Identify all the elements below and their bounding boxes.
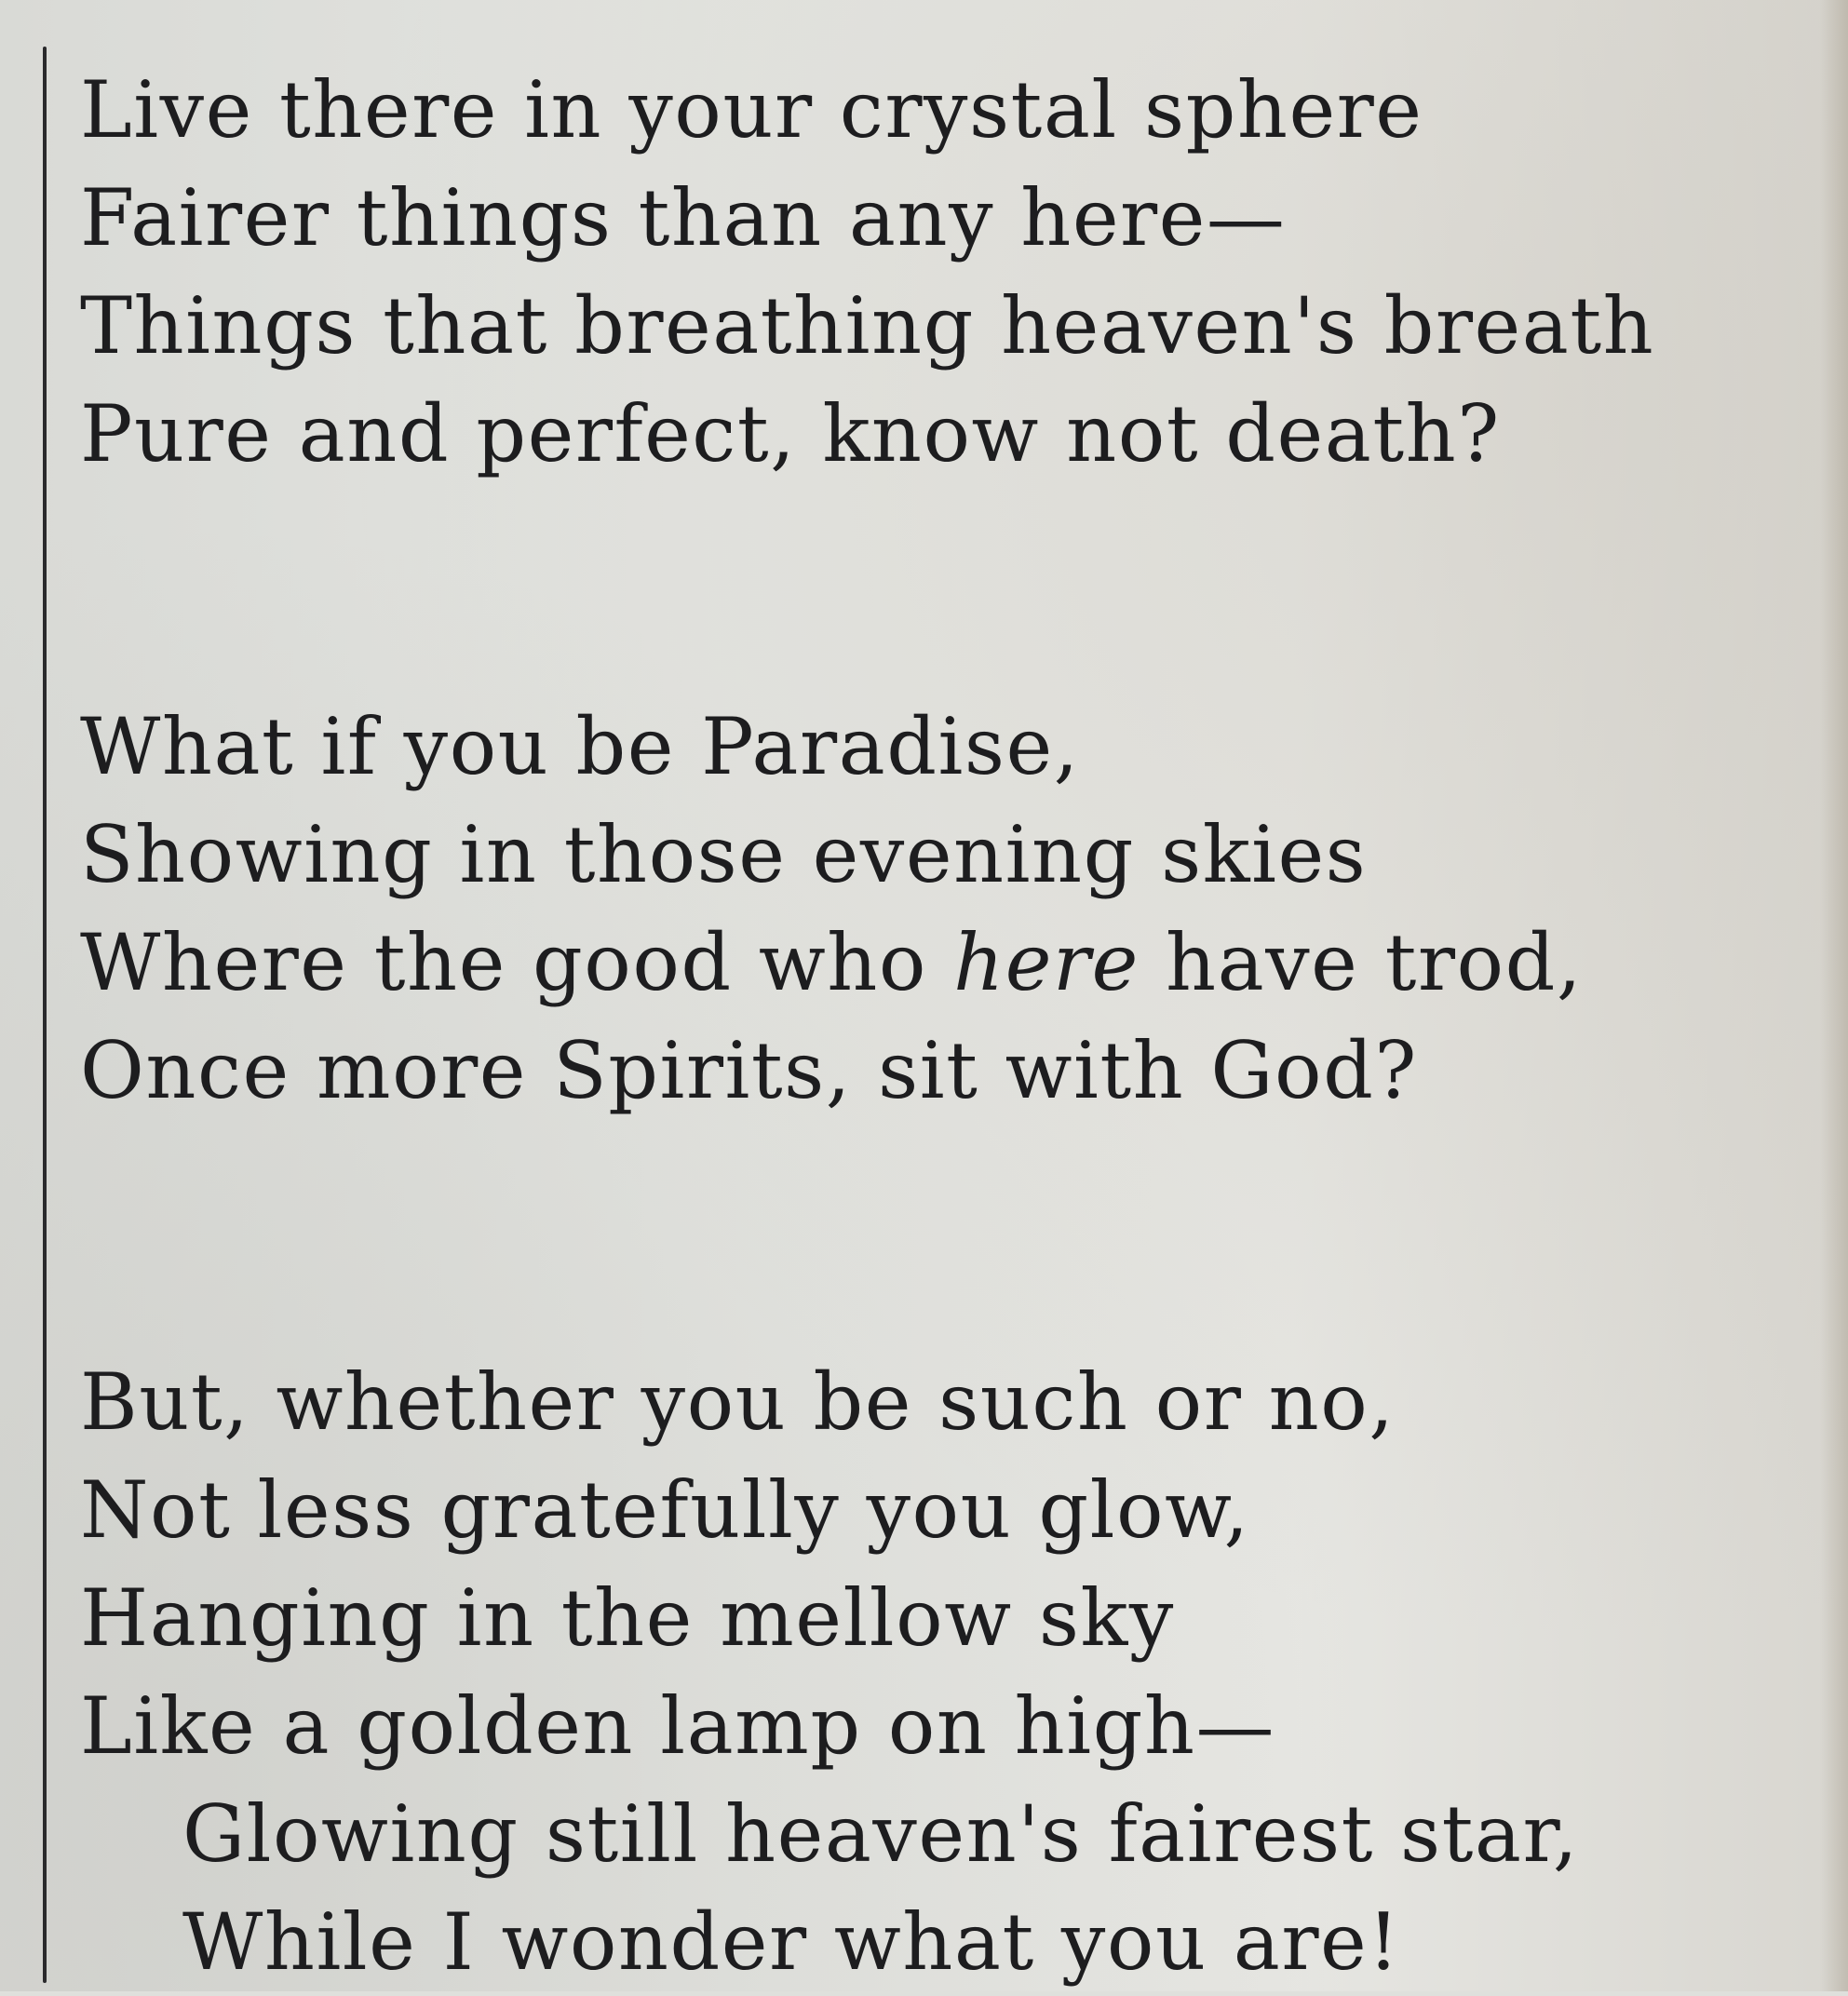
poem-line: [80, 909, 1812, 1017]
poem-line: Not less gratefully you glow,: [80, 1464, 1250, 1556]
poem: [80, 56, 1812, 1996]
poem-line: Like a golden lamp on high—: [80, 1680, 1276, 1772]
stanza-1: [80, 56, 1812, 488]
column-rule: [43, 47, 47, 1983]
stanza-break: [80, 488, 1812, 693]
poem-line: Things that breathing heaven's breath: [80, 280, 1655, 371]
poem-line: Once more Spirits, sit with God?: [80, 1025, 1418, 1116]
poem-line: Live there in your crystal sphere: [80, 64, 1423, 155]
poem-line: What if you be Paradise,: [80, 701, 1080, 792]
poem-line: Showing in those evening skies: [80, 809, 1368, 900]
poem-line-indented: Glowing still heaven's fairest star,: [182, 1788, 1580, 1880]
poem-line-part: have trod,: [1139, 917, 1584, 1008]
poem-line-indented: While I wonder what you are!: [182, 1896, 1401, 1988]
poem-line: Pure and perfect, know not death?: [80, 388, 1501, 479]
poem-line: Fairer things than any here—: [80, 172, 1287, 263]
page-edge-shadow: [1820, 0, 1848, 1991]
stanza-2: [80, 693, 1812, 1125]
poem-line: Hanging in the mellow sky: [80, 1572, 1175, 1664]
stanza-break: [80, 1125, 1812, 1348]
italic-word: here: [953, 917, 1140, 1008]
poem-line: But, whether you be such or no,: [80, 1356, 1396, 1448]
poem-line-part: Where the good who: [80, 917, 954, 1008]
stanza-3: [80, 1348, 1812, 1996]
